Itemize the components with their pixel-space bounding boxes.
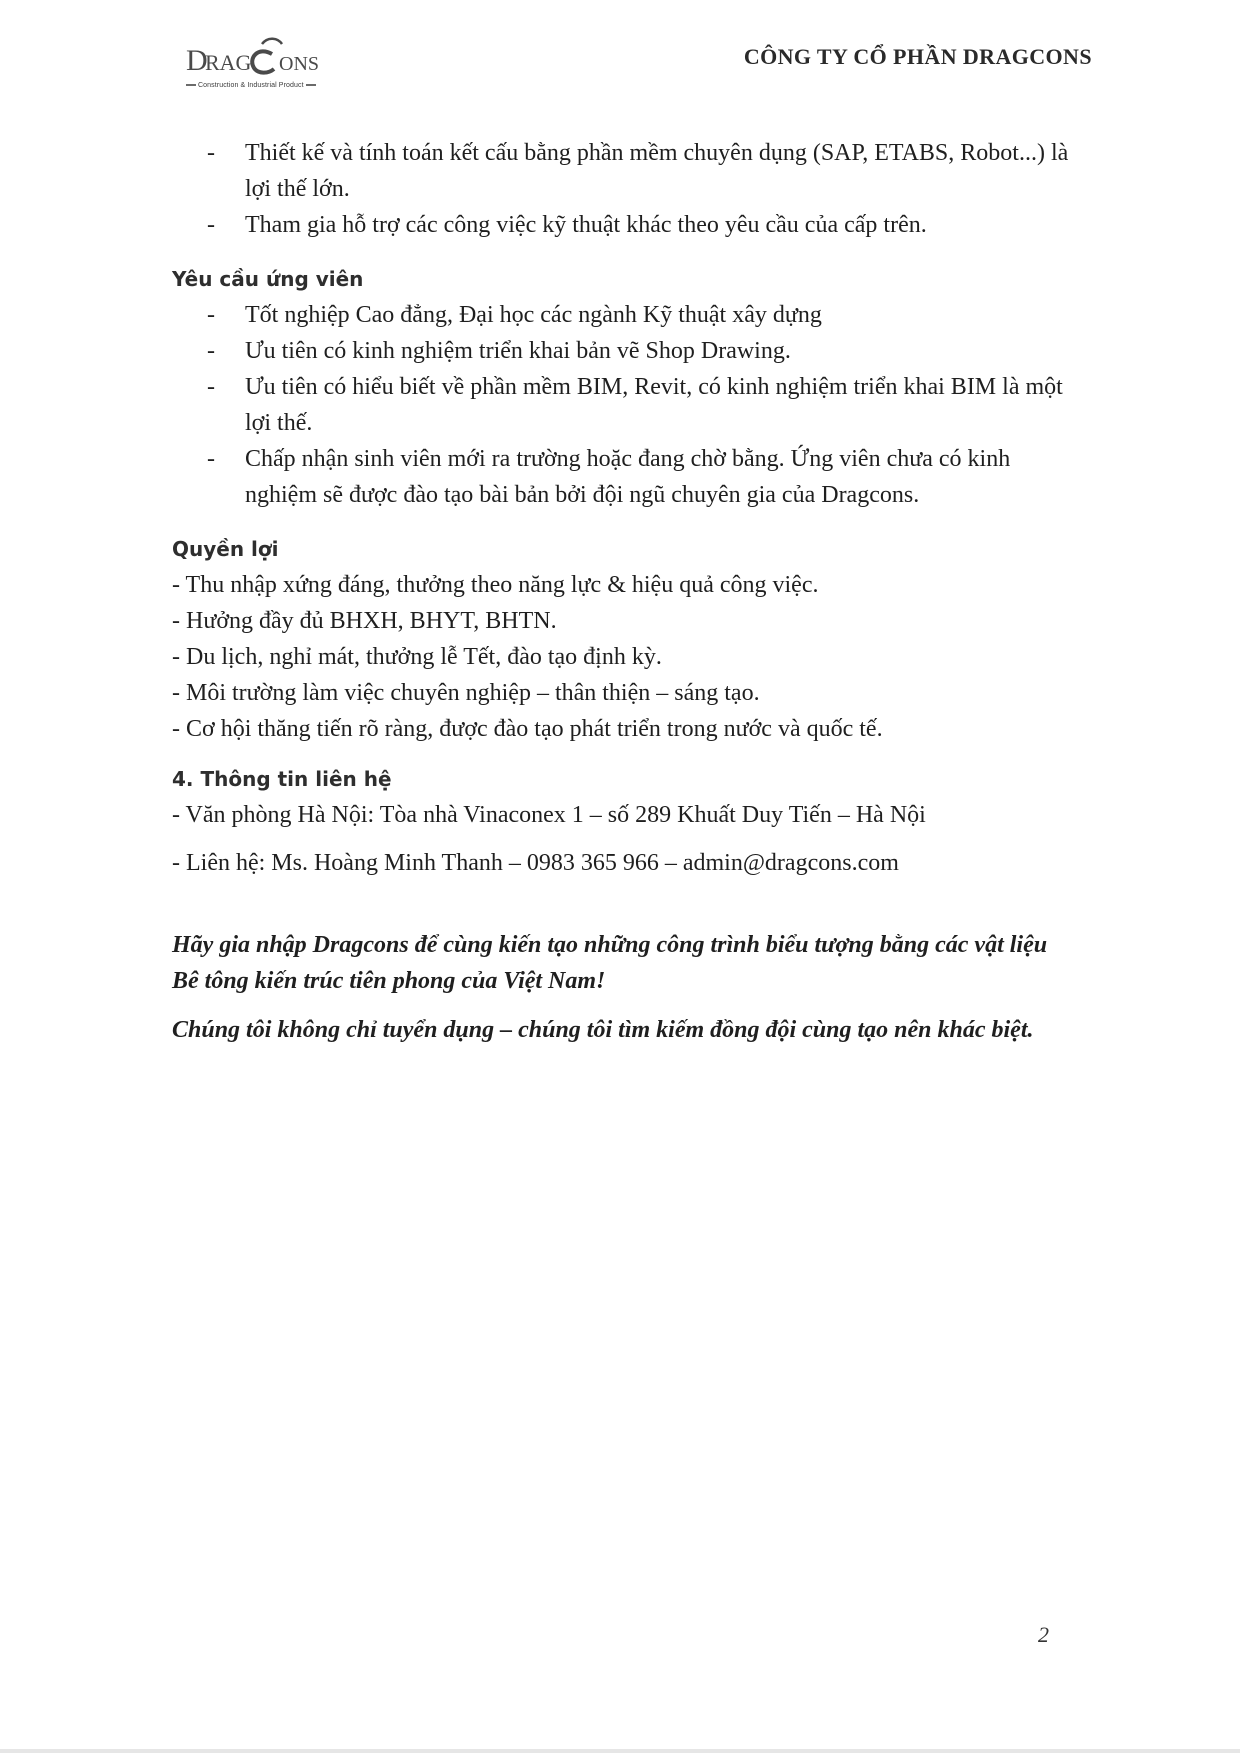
- svg-text:RAG: RAG: [205, 50, 252, 75]
- contact-info: [172, 797, 1072, 881]
- list-item: - Thiết kế và tính toán kết cấu bằng phần mềm chuyên dụng (SAP, ETABS, Robot...) là lợi thế lớn.: [172, 135, 1072, 207]
- closing-line: Chúng tôi không chỉ tuyển dụng – chúng tôi tìm kiếm đồng đội cùng tạo nên khác biệt.: [172, 1017, 1034, 1043]
- company-logo: [186, 34, 356, 90]
- closing-statement: [172, 927, 1072, 1048]
- list-item: - Du lịch, nghỉ mát, thưởng lễ Tết, đào tạo định kỳ.: [172, 644, 662, 670]
- page-number: 2: [1038, 1622, 1049, 1647]
- list-item: - Ưu tiên có hiểu biết về phần mềm BIM, Revit, có kinh nghiệm triển khai BIM là một lợi thế.: [172, 369, 1072, 441]
- svg-text:ONS: ONS: [279, 53, 320, 75]
- list-item: - Môi trường làm việc chuyên nghiệp – thân thiện – sáng tạo.: [172, 680, 760, 706]
- logo-tagline: Construction & Industrial Product: [186, 82, 356, 89]
- company-name: CÔNG TY CỔ PHẦN DRAGCONS: [743, 44, 1092, 69]
- contact-heading: 4. Thông tin liên hệ: [172, 767, 392, 791]
- requirements-list: [172, 297, 1072, 513]
- closing-line: Hãy gia nhập Dragcons để cùng kiến tạo những công trình biểu tượng bằng các vật liệu Bê tông kiến trúc tiên phong của Việt Nam!: [172, 932, 1048, 994]
- list-item: - Chấp nhận sinh viên mới ra trường hoặc đang chờ bằng. Ứng viên chưa có kinh nghiệm sẽ được đào tạo bài bản bởi đội ngũ chuyên gia của Dragcons.: [172, 441, 1072, 513]
- document-body: [172, 135, 1072, 1048]
- divider: [0, 1749, 1240, 1753]
- benefits-list: [172, 567, 1072, 747]
- svg-text:D: D: [186, 44, 208, 77]
- duties-list: [172, 135, 1072, 243]
- list-item: - Tham gia hỗ trợ các công việc kỹ thuật khác theo yêu cầu của cấp trên.: [172, 207, 1072, 243]
- requirements-heading: Yêu cầu ứng viên: [172, 267, 364, 291]
- list-item: - Ưu tiên có kinh nghiệm triển khai bản vẽ Shop Drawing.: [172, 333, 1072, 369]
- contact-person: - Liên hệ: Ms. Hoàng Minh Thanh – 0983 365 966 – admin@dragcons.com: [172, 850, 899, 876]
- benefits-heading: Quyền lợi: [172, 537, 279, 561]
- list-item: - Tốt nghiệp Cao đẳng, Đại học các ngành Kỹ thuật xây dựng: [172, 297, 1072, 333]
- list-item: - Thu nhập xứng đáng, thưởng theo năng lực & hiệu quả công việc.: [172, 572, 819, 598]
- list-item: - Cơ hội thăng tiến rõ ràng, được đào tạo phát triển trong nước và quốc tế.: [172, 716, 883, 742]
- dragcons-logo-icon: [186, 34, 356, 78]
- list-item: - Hưởng đầy đủ BHXH, BHYT, BHTN.: [172, 608, 557, 634]
- office-address: - Văn phòng Hà Nội: Tòa nhà Vinaconex 1 – số 289 Khuất Duy Tiến – Hà Nội: [172, 802, 926, 828]
